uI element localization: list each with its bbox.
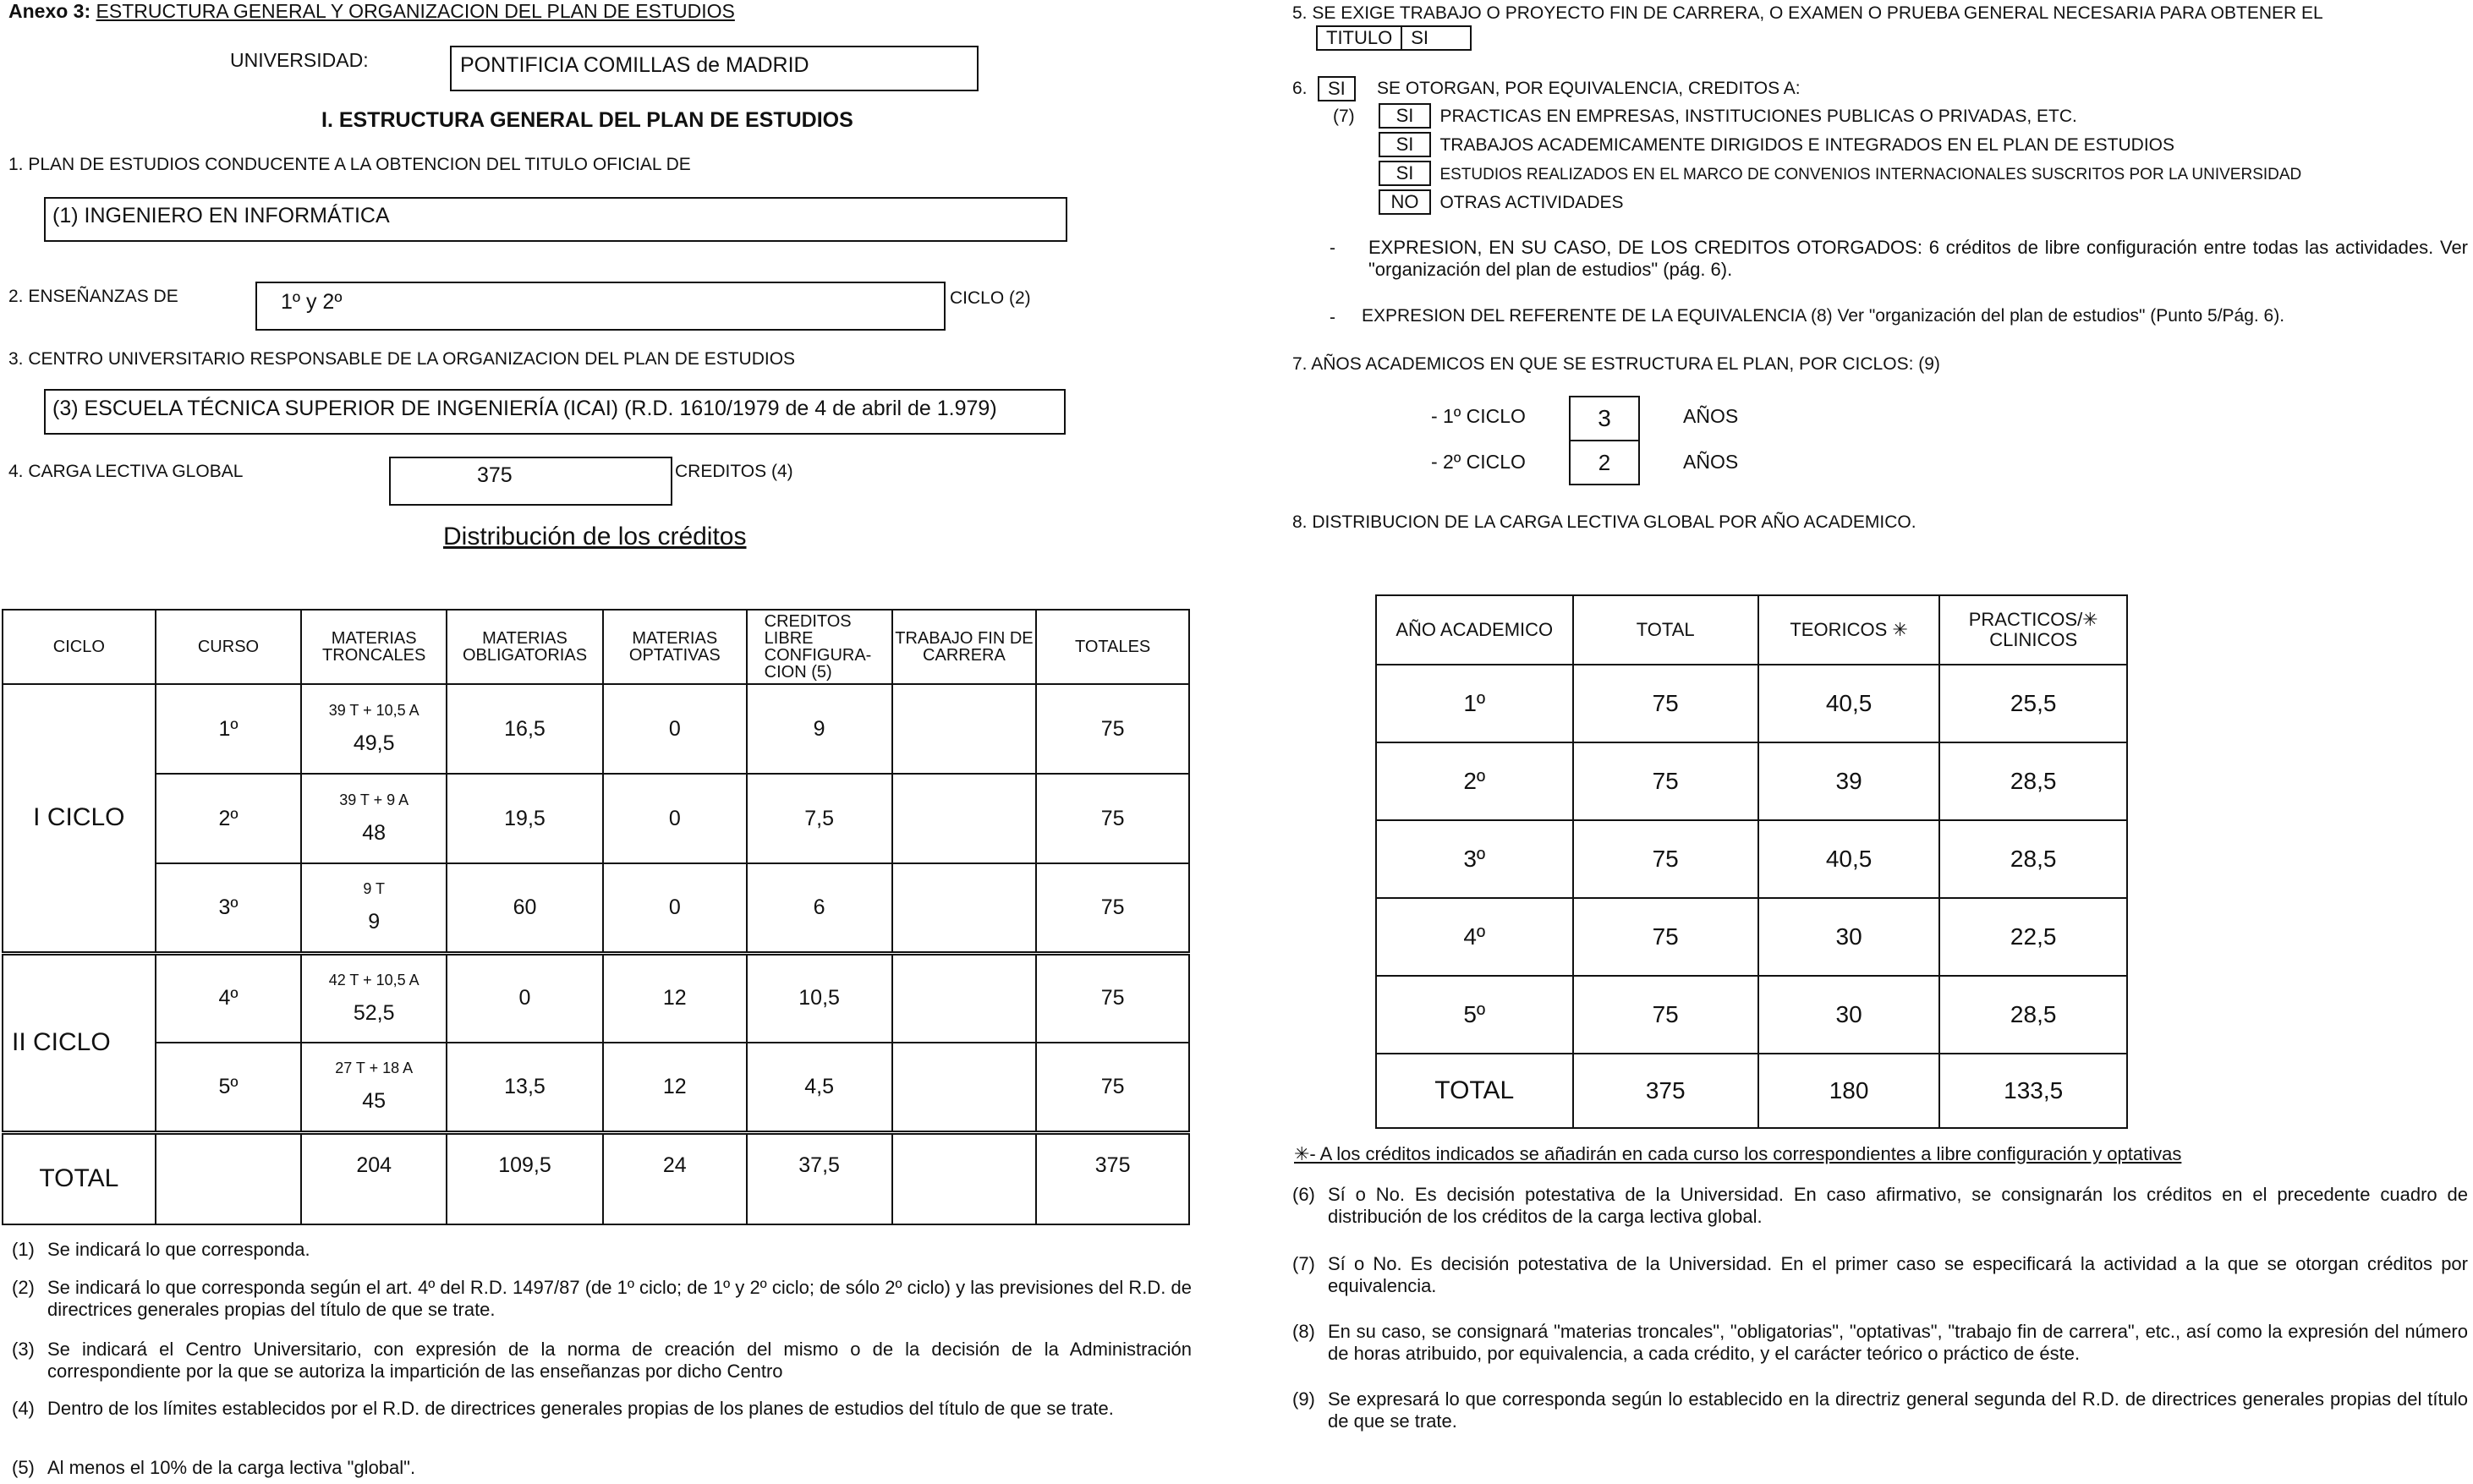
equiv-text: OTRAS ACTIVIDADES [1439,193,1624,212]
totales-cell: 75 [1036,774,1189,863]
item4-label: 4. CARGA LECTIVA GLOBAL [8,462,244,481]
practicos-cell: 28,5 [1939,976,2127,1054]
equiv-text: TRABAJOS ACADEMICAMENTE DIRIGIDOS E INTEGRADOS EN EL PLAN DE ESTUDIOS [1439,135,2174,155]
equiv-value: SI [1379,132,1431,157]
footnote-text: Se indicará lo que corresponda. [47,1239,310,1260]
troncal-detail: 42 T + 10,5 A [328,971,419,988]
total-cell: 75 [1573,820,1758,898]
ciclo2-label: - 2º CICLO [1431,451,1526,473]
table-row [3,863,1189,953]
expresion2-text: EXPRESION DEL REFERENTE DE LA EQUIVALENCIA (8) Ver "organización del plan de estudios" (Punto 5/Pág. 6). [1362,306,2285,326]
troncal-value: 45 [362,1089,387,1114]
list-item [1379,189,2301,218]
troncal-value: 52,5 [353,1000,395,1025]
totales-cell: 75 [1036,953,1189,1043]
ciclo-1-cell: I CICLO [3,684,156,953]
footnote-text: Se indicará el Centro Universitario, con expresión de la norma de creación del mismo o de la decisión de la Administración correspondiente por la que se autoriza la impartición de las enseñanzas por dicho Centro [47,1339,1192,1382]
carga-value: 375 [477,463,513,487]
table-row [1376,820,2127,898]
footnote-number: (5) [12,1457,35,1478]
footnote-text: Dentro de los límites establecidos por el R.D. de directrices generales propias de los planes de estudios del título de que se trate. [47,1398,1114,1419]
troncal-detail: 39 T + 10,5 A [328,702,419,719]
libre-cell: 7,5 [747,774,892,863]
obligatorias-cell: 60 [447,863,603,953]
total-curso-cell [156,1132,302,1224]
obligatorias-cell: 16,5 [447,684,603,774]
header-trabajo: TRABAJO FIN DE CARRERA [892,610,1037,684]
titulo-label: TITULO [1316,25,1402,51]
item6-num: 6. [1292,79,1308,98]
libre-cell: 6 [747,863,892,953]
ano-cell: 4º [1376,898,1573,976]
optativas-cell: 0 [603,774,747,863]
troncales-cell [301,1043,447,1132]
titulo-field [44,197,1067,242]
total-libre-cell: 37,5 [747,1132,892,1224]
ano-cell: 1º [1376,665,1573,742]
list-item [1379,132,2301,161]
item1-label: 1. PLAN DE ESTUDIOS CONDUCENTE A LA OBTENCION DEL TITULO OFICIAL DE [8,155,691,174]
section-title: I. ESTRUCTURA GENERAL DEL PLAN DE ESTUDIOS [321,108,853,132]
item6-text: SE OTORGAN, POR EQUIVALENCIA, CREDITOS A: [1377,79,1801,98]
optativas-cell: 0 [603,863,747,953]
item3-label: 3. CENTRO UNIVERSITARIO RESPONSABLE DE LA ORGANIZACION DEL PLAN DE ESTUDIOS [8,349,796,369]
item7-text: 7. AÑOS ACADEMICOS EN QUE SE ESTRUCTURA EL PLAN, POR CICLOS: (9) [1292,354,1940,374]
total-troncales-cell: 204 [301,1132,447,1224]
troncal-detail: 9 T [363,880,386,898]
total-cell: 75 [1573,742,1758,820]
teoricos-cell: 40,5 [1758,820,1940,898]
teoricos-cell: 40,5 [1758,665,1940,742]
total-optativas-cell: 24 [603,1132,747,1224]
header-optativas: MATERIAS OPTATIVAS [603,610,747,684]
troncal-value: 9 [368,910,381,934]
footnote-text: Sí o No. Es decisión potestativa de la Universidad. En caso afirmativo, se consignarán los créditos en el precedente cuadro de distribución de los créditos de la carga lectiva global. [1328,1184,2468,1227]
teoricos-cell: 180 [1758,1054,1940,1128]
practicos-cell: 28,5 [1939,742,2127,820]
curso-cell: 2º [156,774,302,863]
trabajo-cell [892,953,1037,1043]
footnote-number: (8) [1292,1321,1315,1342]
total-trabajo-cell [892,1132,1037,1224]
header-ciclo: CICLO [3,610,156,684]
universidad-field [450,46,979,91]
header-ano: AÑO ACADEMICO [1376,595,1573,665]
libre-cell: 4,5 [747,1043,892,1132]
trabajo-cell [892,684,1037,774]
obligatorias-cell: 0 [447,953,603,1043]
carga-field [389,457,672,506]
ensenanzas-field [255,282,946,331]
expresion1-text: EXPRESION, EN SU CASO, DE LOS CREDITOS OTORGADOS: 6 créditos de libre configuración entre todas las actividades. Ver "organización del plan de estudios" (pág. 6). [1368,237,2468,280]
header-teoricos: TEORICOS ✳ [1758,595,1940,665]
ano-cell: 3º [1376,820,1573,898]
ciclo2-years: 2 [1569,440,1640,485]
equiv-list [1379,103,2301,218]
item6-si-box: SI [1318,76,1356,101]
list-item [1379,161,2301,189]
list-item [1379,103,2301,132]
expresion1 [1368,237,2468,281]
item6-ref: (7) [1333,107,1355,126]
totales-cell: 75 [1036,1043,1189,1132]
ano-cell: 5º [1376,976,1573,1054]
footnote-number: (2) [12,1277,35,1298]
obligatorias-cell: 19,5 [447,774,603,863]
annex-heading [8,0,735,23]
teoricos-cell: 30 [1758,898,1940,976]
header-libre: CREDITOS LIBRE CONFIGURA-CION (5) [747,610,892,684]
item2-label: 2. ENSEÑANZAS DE [8,287,178,306]
ciclo1-anos: AÑOS [1683,405,1739,427]
table-row [3,774,1189,863]
teoricos-cell: 30 [1758,976,1940,1054]
total-cell: 75 [1573,665,1758,742]
titulo-si: SI [1402,25,1472,51]
footnote-number: (7) [1292,1253,1315,1274]
asterisk-note: ✳- A los créditos indicados se añadirán en cada curso los correspondientes a libre configuración y optativas [1294,1143,2182,1164]
troncal-value: 48 [362,821,387,845]
total-cell: 75 [1573,898,1758,976]
creditos-table [2,609,1190,1225]
universidad-label: UNIVERSIDAD: [230,49,369,71]
distribucion-title: Distribución de los créditos [443,523,747,550]
curso-cell: 4º [156,953,302,1043]
table-row [3,953,1189,1043]
troncal-value: 49,5 [353,731,395,755]
practicos-cell: 133,5 [1939,1054,2127,1128]
table-header-row [3,610,1189,684]
practicos-cell: 22,5 [1939,898,2127,976]
ensenanzas-value: 1º y 2º [281,290,343,314]
ano-cell: TOTAL [1376,1054,1573,1128]
totales-cell: 75 [1036,863,1189,953]
centro-value: (3) ESCUELA TÉCNICA SUPERIOR DE INGENIERÍA (ICAI) (R.D. 1610/1979 de 4 de abril de 1.979) [52,397,997,420]
titulo-value: (1) INGENIERO EN INFORMÁTICA [52,204,390,227]
ciclo2-anos: AÑOS [1683,451,1739,473]
equiv-text: PRACTICAS EN EMPRESAS, INSTITUCIONES PUBLICAS O PRIVADAS, ETC. [1439,107,2077,126]
troncales-cell [301,863,447,953]
table-row [3,1043,1189,1132]
practicos-cell: 25,5 [1939,665,2127,742]
item8-text: 8. DISTRIBUCION DE LA CARGA LECTIVA GLOBAL POR AÑO ACADEMICO. [1292,512,1916,532]
equiv-text: ESTUDIOS REALIZADOS EN EL MARCO DE CONVENIOS INTERNACIONALES SUSCRITOS POR LA UNIVERSIDAD [1439,166,2302,183]
header-total: TOTAL [1573,595,1758,665]
ano-cell: 2º [1376,742,1573,820]
item5-text: 5. SE EXIGE TRABAJO O PROYECTO FIN DE CARRERA, O EXAMEN O PRUEBA GENERAL NECESARIA PARA OBTENER EL [1292,3,2323,23]
table-row [1376,976,2127,1054]
equiv-value: SI [1379,161,1431,186]
expresion1-dash: - [1330,238,1335,258]
item5-titulo-box [1316,25,1472,51]
footnote-text: En su caso, se consignará "materias troncales", "obligatorias", "optativas", "trabajo fin de carrera", etc., así como la expresión del número de horas atribuido, por equivalencia, a cada crédito, y el carácter teórico o práctico de éste. [1328,1321,2468,1364]
practicos-cell: 28,5 [1939,820,2127,898]
ciclo1-years: 3 [1569,396,1640,441]
troncales-cell [301,684,447,774]
ciclo-2-cell: II CICLO [3,953,156,1132]
table-row [1376,742,2127,820]
footnote-text: Se indicará lo que corresponda según el art. 4º del R.D. 1497/87 (de 1º ciclo; de 1º y 2º ciclo; de sólo 2º ciclo) y las previsiones del R.D. de directrices generales propias del título de que se trate. [47,1277,1192,1320]
expresion2-dash: - [1330,308,1335,327]
table-header-row [1376,595,2127,665]
footnote-text: Al menos el 10% de la carga lectiva "global". [47,1457,416,1478]
carga-table [1375,594,2128,1129]
annex-title: ESTRUCTURA GENERAL Y ORGANIZACION DEL PLAN DE ESTUDIOS [96,0,735,22]
footnote-text: Se expresará lo que corresponda según lo establecido en la directriz general segunda del R.D. de directrices generales propias del título de que se trate. [1328,1388,2468,1432]
header-obligatorias: MATERIAS OBLIGATORIAS [447,610,603,684]
table-total-row [3,1132,1189,1224]
header-totales: TOTALES [1036,610,1189,684]
equiv-value: NO [1379,189,1431,215]
total-cell: 75 [1573,976,1758,1054]
item2-suffix: CICLO (2) [950,288,1031,308]
footnote-text: Sí o No. Es decisión potestativa de la Universidad. En el primer caso se especificará la actividad a la que se otorgan créditos por equivalencia. [1328,1253,2468,1296]
footnote-number: (9) [1292,1388,1315,1410]
trabajo-cell [892,1043,1037,1132]
total-label-cell: TOTAL [3,1132,156,1224]
curso-cell: 3º [156,863,302,953]
libre-cell: 10,5 [747,953,892,1043]
header-troncales: MATERIAS TRONCALES [301,610,447,684]
curso-cell: 5º [156,1043,302,1132]
optativas-cell: 0 [603,684,747,774]
ciclo1-label: - 1º CICLO [1431,405,1526,427]
footnote-number: (6) [1292,1184,1315,1205]
footnote-number: (3) [12,1339,35,1360]
item4-suffix: CREDITOS (4) [675,462,793,481]
obligatorias-cell: 13,5 [447,1043,603,1132]
annex-label: Anexo 3: [8,0,91,22]
troncales-cell [301,953,447,1043]
optativas-cell: 12 [603,1043,747,1132]
universidad-value: PONTIFICIA COMILLAS de MADRID [460,53,809,77]
equiv-value: SI [1379,103,1431,129]
troncal-detail: 27 T + 18 A [335,1060,414,1077]
curso-cell: 1º [156,684,302,774]
total-cell: 375 [1573,1054,1758,1128]
total-obligatorias-cell: 109,5 [447,1132,603,1224]
footnote-number: (1) [12,1239,35,1260]
teoricos-cell: 39 [1758,742,1940,820]
trabajo-cell [892,774,1037,863]
total-totales-cell: 375 [1036,1132,1189,1224]
troncal-detail: 39 T + 9 A [339,791,409,808]
table-total-row [1376,1054,2127,1128]
table-row [3,684,1189,774]
table-row [1376,898,2127,976]
libre-cell: 9 [747,684,892,774]
header-curso: CURSO [156,610,302,684]
trabajo-cell [892,863,1037,953]
totales-cell: 75 [1036,684,1189,774]
header-practicos: PRACTICOS/✳ CLINICOS [1939,595,2127,665]
footnote-number: (4) [12,1398,35,1419]
centro-field [44,389,1066,435]
table-row [1376,665,2127,742]
troncales-cell [301,774,447,863]
optativas-cell: 12 [603,953,747,1043]
